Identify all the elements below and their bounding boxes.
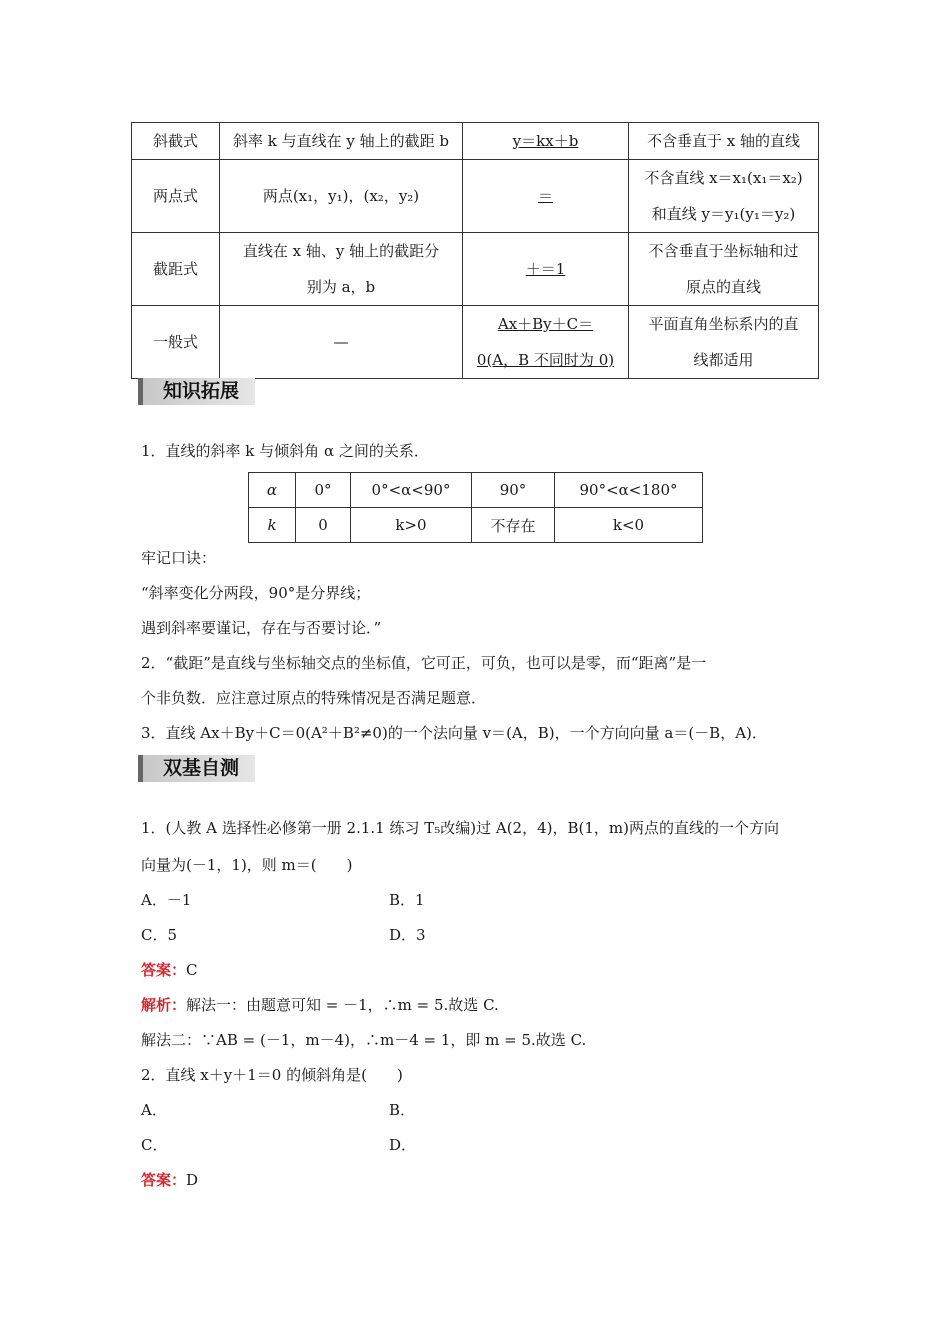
mnemonic-line: 遇到斜率要谨记，存在与否要讨论．” bbox=[141, 619, 382, 637]
option-d: D．3 bbox=[389, 926, 426, 944]
form-equation bbox=[463, 306, 629, 379]
analysis-label: 解析： bbox=[141, 996, 187, 1014]
form-equation bbox=[463, 123, 629, 160]
option-b: B．1 bbox=[389, 891, 425, 909]
form-name: 截距式 bbox=[132, 233, 220, 306]
scope-line: 线都适用 bbox=[693, 351, 754, 369]
form-name: 两点式 bbox=[132, 160, 220, 233]
table-cell: k<0 bbox=[555, 508, 703, 543]
table-row bbox=[132, 123, 819, 160]
condition-line: 别为 a，b bbox=[306, 278, 376, 296]
table-cell: 90°<α<180° bbox=[555, 473, 703, 508]
analysis-text: 解法一：由题意可知 = －1，∴m = 5.故选 C. bbox=[186, 996, 499, 1014]
answer-label: 答案： bbox=[141, 1171, 187, 1189]
table-cell: 0° bbox=[296, 473, 351, 508]
scope-line: 和直线 y＝y₁(y₁＝y₂) bbox=[651, 205, 796, 223]
equation-text: Ax＋By＋C＝ bbox=[497, 315, 594, 333]
table-row bbox=[132, 233, 819, 306]
form-equation bbox=[463, 160, 629, 233]
option-a: A．－1 bbox=[141, 891, 192, 909]
form-name: 一般式 bbox=[132, 306, 220, 379]
question-stem: 1．(人教 A 选择性必修第一册 2.1.1 练习 T₅改编)过 A(2，4)，B(1，m)两点的直线的一个方向 bbox=[141, 819, 779, 837]
analysis: 解法二：∵AB = (－1，m－4)，∴m－4 = 1，即 m = 5.故选 C. bbox=[141, 1031, 587, 1049]
option-c: C． bbox=[141, 1136, 168, 1154]
paragraph: 个非负数．应注意过原点的特殊情况是否满足题意． bbox=[141, 689, 487, 707]
mnemonic-title: 牢记口诀： bbox=[141, 549, 217, 567]
answer-value: C bbox=[186, 961, 198, 979]
option-b: B． bbox=[389, 1101, 416, 1119]
equation-text: 0(A，B 不同时为 0) bbox=[476, 351, 615, 369]
form-condition: 两点(x₁，y₁)，(x₂，y₂) bbox=[220, 160, 463, 233]
line-forms-table bbox=[131, 122, 819, 379]
answer-value: D bbox=[186, 1171, 199, 1189]
answer-label: 答案： bbox=[141, 961, 187, 979]
condition-line: 直线在 x 轴、y 轴上的截距分 bbox=[242, 242, 440, 260]
paragraph: 1．直线的斜率 k 与倾斜角 α 之间的关系． bbox=[141, 442, 429, 460]
option-c: C．5 bbox=[141, 926, 178, 944]
scope-line: 平面直角坐标系内的直 bbox=[648, 315, 799, 333]
scope-line: 原点的直线 bbox=[685, 278, 761, 296]
table-row bbox=[249, 508, 703, 543]
form-scope bbox=[629, 233, 819, 306]
form-condition: — bbox=[220, 306, 463, 379]
answer bbox=[141, 1169, 198, 1191]
question-stem: 2．直线 x＋y＋1＝0 的倾斜角是( ) bbox=[141, 1066, 403, 1084]
form-condition: 斜率 k 与直线在 y 轴上的截距 b bbox=[220, 123, 463, 160]
form-scope bbox=[629, 306, 819, 379]
equation-text: ＝ bbox=[537, 187, 553, 205]
table-row bbox=[132, 160, 819, 233]
scope-line: 不含垂直于坐标轴和过 bbox=[648, 242, 799, 260]
table-cell: k>0 bbox=[351, 508, 472, 543]
form-name: 斜截式 bbox=[132, 123, 220, 160]
table-cell: α bbox=[249, 473, 296, 508]
table-cell: 90° bbox=[472, 473, 555, 508]
analysis bbox=[141, 994, 499, 1016]
table-row bbox=[249, 473, 703, 508]
table-row bbox=[132, 306, 819, 379]
table-cell: 0°<α<90° bbox=[351, 473, 472, 508]
form-condition bbox=[220, 233, 463, 306]
paragraph: 2．“截距”是直线与坐标轴交点的坐标值，它可正，可负，也可以是零，而“距离”是一 bbox=[141, 654, 707, 672]
equation-text: ＋＝1 bbox=[525, 260, 566, 278]
section-banner-knowledge bbox=[138, 378, 255, 405]
angle-slope-table bbox=[248, 472, 703, 543]
paragraph: 3．直线 Ax＋By＋C＝0(A²＋B²≠0)的一个法向量 v＝(A，B)，一个方向向量 a＝(－B，A)． bbox=[141, 724, 767, 742]
form-scope bbox=[629, 160, 819, 233]
section-title: 双基自测 bbox=[163, 757, 240, 779]
section-title: 知识拓展 bbox=[163, 380, 240, 402]
table-cell: 0 bbox=[296, 508, 351, 543]
form-scope: 不含垂直于 x 轴的直线 bbox=[629, 123, 819, 160]
equation-text: y＝kx＋b bbox=[512, 132, 579, 150]
option-d: D． bbox=[389, 1136, 417, 1154]
table-cell: k bbox=[249, 508, 296, 543]
answer bbox=[141, 959, 198, 981]
option-a: A． bbox=[141, 1101, 167, 1119]
table-cell: 不存在 bbox=[472, 508, 555, 543]
scope-line: 不含直线 x＝x₁(x₁＝x₂) bbox=[644, 169, 803, 187]
question-stem: 向量为(－1，1)，则 m＝( ) bbox=[141, 856, 353, 874]
section-banner-self-test bbox=[138, 755, 255, 782]
mnemonic-line: “斜率变化分两段，90°是分界线； bbox=[141, 584, 371, 602]
form-equation bbox=[463, 233, 629, 306]
